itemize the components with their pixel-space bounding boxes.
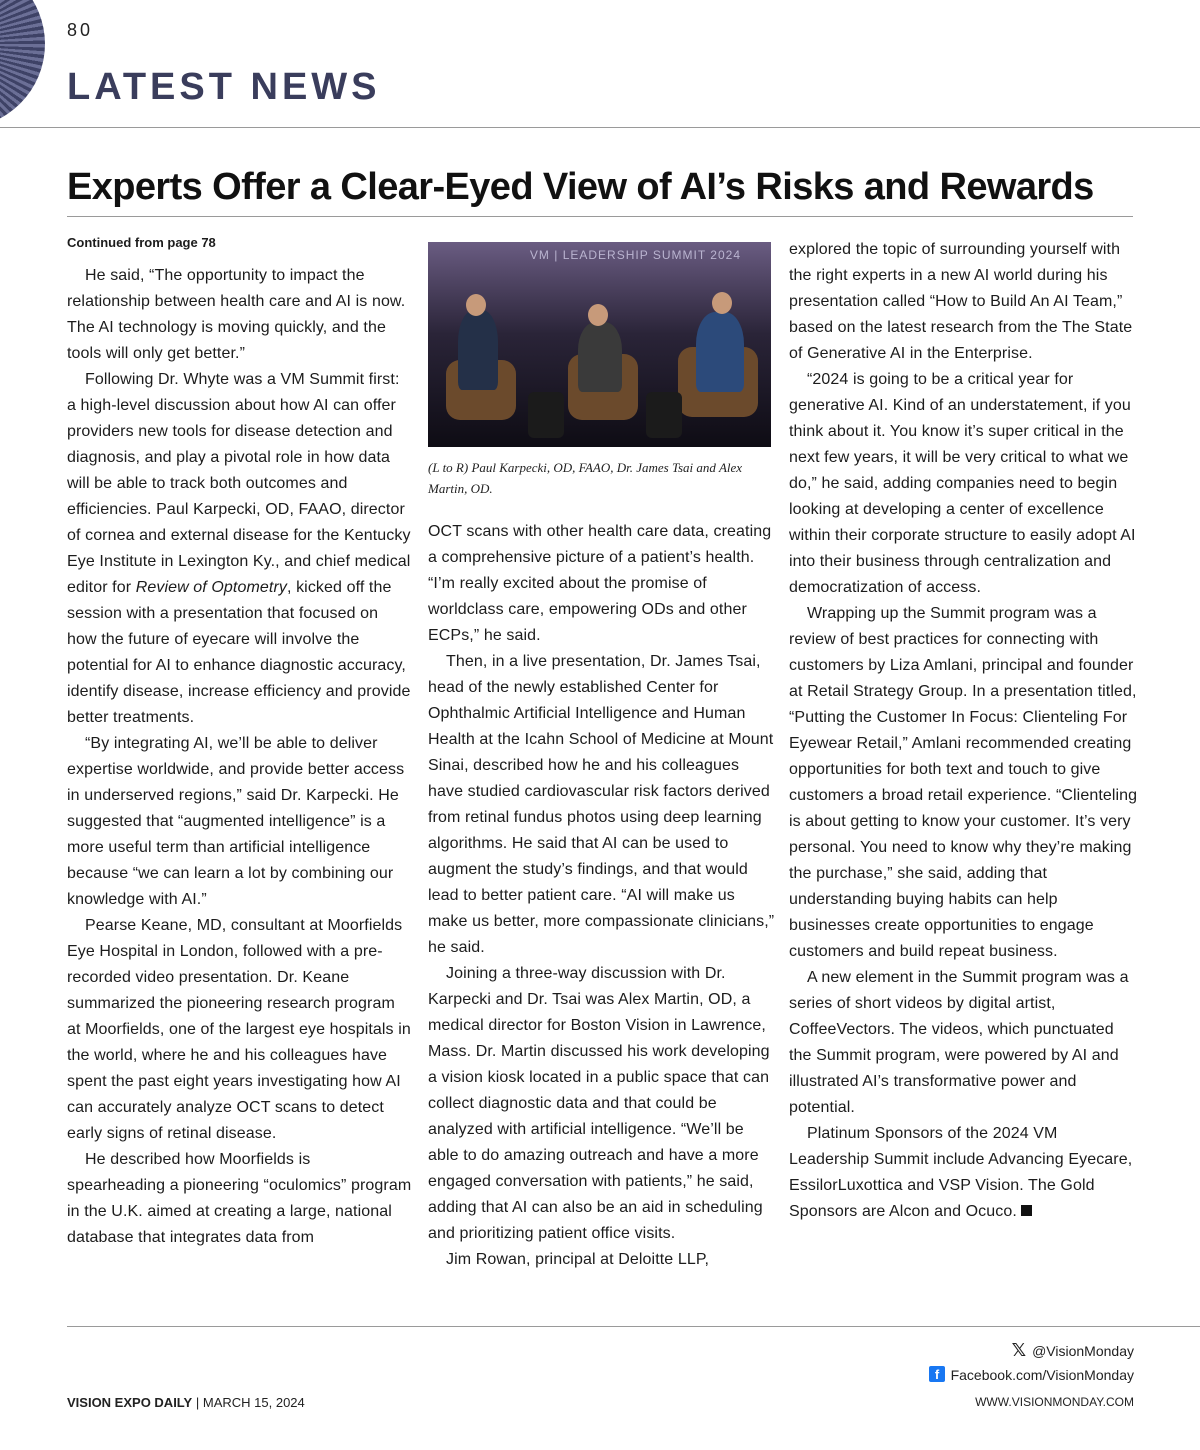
footer-publication-line <box>67 1395 305 1410</box>
paragraph: Jim Rowan, principal at Deloitte LLP, <box>446 1251 710 1268</box>
footer-separator: | <box>195 1395 200 1410</box>
speaker-figure <box>578 322 622 392</box>
article-column-1 <box>67 235 412 1251</box>
paragraph: “By integrating AI, we’ll be able to deliver expertise worldwide, and provide better access in underserved regions,” said Dr. Karpecki. He suggested that “augmented intelligence” is a more useful term than artificial intelligence because “we can learn a lot by combining our knowledge with AI.” <box>67 735 405 908</box>
paragraph: explored the topic of surrounding yourself with the right experts in a new AI world during his presentation called “How to Build An AI Team,” based on the latest research from the The State of Generative AI in the Enterprise. <box>789 241 1133 362</box>
publication-title: Review of Optometry <box>135 579 287 596</box>
paragraph: Pearse Keane, MD, consultant at Moorfields Eye Hospital in London, followed with a pre-recorded video presentation. Dr. Keane summarized the pioneering research program at Moorfields, one of the largest eye hospitals in the world, where he and his colleagues have spent the past eight years investigating how AI can accurately analyze OCT scans to detect early signs of retinal disease. <box>67 917 411 1142</box>
header-rule <box>0 127 1200 128</box>
facebook-url[interactable]: Facebook.com/VisionMonday <box>950 1367 1134 1383</box>
paragraph: Following Dr. Whyte was a VM Summit first: a high-level discussion about how AI can offer providers new tools for disease detection and diagnosis, and play a pivotal role in how data will be able to track both outcomes and efficiencies. Paul Karpecki, OD, FAAO, director of cornea and external disease for the Kentucky Eye Institute in Lexington Ky., and chief medical editor for Review of Optometry, kicked off the session with a presentation that focused on how the future of eyecare will involve the potential for AI to enhance diagnostic accuracy, identify disease, increase efficiency and provide better treatments. <box>67 371 411 726</box>
section-title: LATEST NEWS <box>67 66 381 108</box>
x-handle: @VisionMonday <box>1032 1342 1134 1359</box>
paragraph: Wrapping up the Summit program was a review of best practices for connecting with customers by Liza Amlani, principal and founder at Retail Strategy Group. In a presentation titled, “Putting the Customer In Focus: Clienteling For Eyewear Retail,” Amlani recommended creating opportunities for both text and touch to give customers a broad retail experience. “Clienteling is about getting to know your customer. It’s very personal. You need to know why they’re making the purchase,” she said, adding that understanding buying habits can help businesses create opportunities to engage customers and build repeat business. <box>789 605 1138 960</box>
sponsors-text: Platinum Sponsors of the 2024 VM Leadership Summit include Advancing Eyecare, EssilorLuxottica and VSP Vision. The Gold Sponsors are Alcon and Ocuco. <box>789 1125 1133 1220</box>
paragraph: He said, “The opportunity to impact the relationship between health care and AI is now. The AI technology is moving quickly, and the tools will only get better.” <box>67 267 406 362</box>
end-mark <box>1021 1205 1032 1216</box>
x-social-link[interactable] <box>1012 1340 1134 1361</box>
event-photo <box>428 242 771 447</box>
headline-rule <box>67 216 1133 217</box>
publication-name: VISION EXPO DAILY <box>67 1395 193 1410</box>
side-table <box>646 392 682 438</box>
paragraph <box>789 1121 1139 1225</box>
paragraph: Then, in a live presentation, Dr. James Tsai, head of the newly established Center for Ophthalmic Artificial Intelligence and Human Health at the Icahn School of Medicine at Mount Sinai, described how he and his colleagues have studied cardiovascular risk factors derived from retinal fundus photos using deep learning algorithms. He said that AI can be used to augment the study’s findings, and that would lead to better patient care. “AI will make us make us better, more compassionate clinicians,” he said. <box>428 653 775 956</box>
speaker-figure <box>458 310 498 390</box>
paragraph: “2024 is going to be a critical year for generative AI. Kind of an understatement, if you think about it. You know it’s super critical in the next few years, it will be very critical to what we do,” he said, adding companies need to begin looking at developing a center of excellence within their corporate structure to easily adopt AI into their business through centralization and democratization of access. <box>789 371 1136 596</box>
paragraph: He described how Moorfields is spearheading a pioneering “oculomics” program in the U.K. aimed at creating a large, national database that integrates data from <box>67 1151 412 1246</box>
facebook-icon: f <box>929 1366 945 1382</box>
paragraph: OCT scans with other health care data, creating a comprehensive picture of a patient’s health. “I’m really excited about the promise of worldclass care, empowering ODs and other ECPs,” he said. <box>428 523 772 644</box>
article-headline: Experts Offer a Clear-Eyed View of AI’s Risks and Rewards <box>67 166 1094 208</box>
website-url[interactable]: WWW.VISIONMONDAY.COM <box>975 1395 1134 1409</box>
publication-date: MARCH 15, 2024 <box>202 1395 305 1410</box>
paragraph: Joining a three-way discussion with Dr. Karpecki and Dr. Tsai was Alex Martin, OD, a medical director for Boston Vision in Lawrence, Mass. Dr. Martin discussed his work developing a vision kiosk located in a public space that can collect diagnostic data and that could be analyzed with artificial intelligence. “We’ll be able to do amazing outreach and have a more engaged conversation with patients,” he said, adding that AI can also be an aid in scheduling and prioritizing patient office visits. <box>428 965 770 1242</box>
article-column-3 <box>789 237 1139 1225</box>
speaker-head <box>588 304 608 326</box>
continued-note: Continued from page 78 <box>67 235 216 250</box>
speaker-figure <box>696 312 744 392</box>
x-logo-icon: 𝕏 <box>1011 1340 1027 1361</box>
page-number: 80 <box>67 20 94 40</box>
side-table <box>528 392 564 438</box>
article-column-2 <box>428 235 778 1273</box>
paragraph: A new element in the Summit program was a series of short videos by digital artist, CoffeeVectors. The videos, which punctuated the Summit program, were powered by AI and illustrated AI’s transformative power and potential. <box>789 969 1129 1116</box>
footer-rule <box>67 1326 1200 1327</box>
corner-decoration <box>0 0 45 128</box>
speaker-head <box>466 294 486 316</box>
photo-banner: VM | LEADERSHIP SUMMIT 2024 <box>529 248 741 262</box>
speaker-head <box>712 292 732 314</box>
photo-caption: (L to R) Paul Karpecki, OD, FAAO, Dr. James Tsai and Alex Martin, OD. <box>428 460 743 496</box>
facebook-social-link[interactable] <box>929 1366 945 1382</box>
